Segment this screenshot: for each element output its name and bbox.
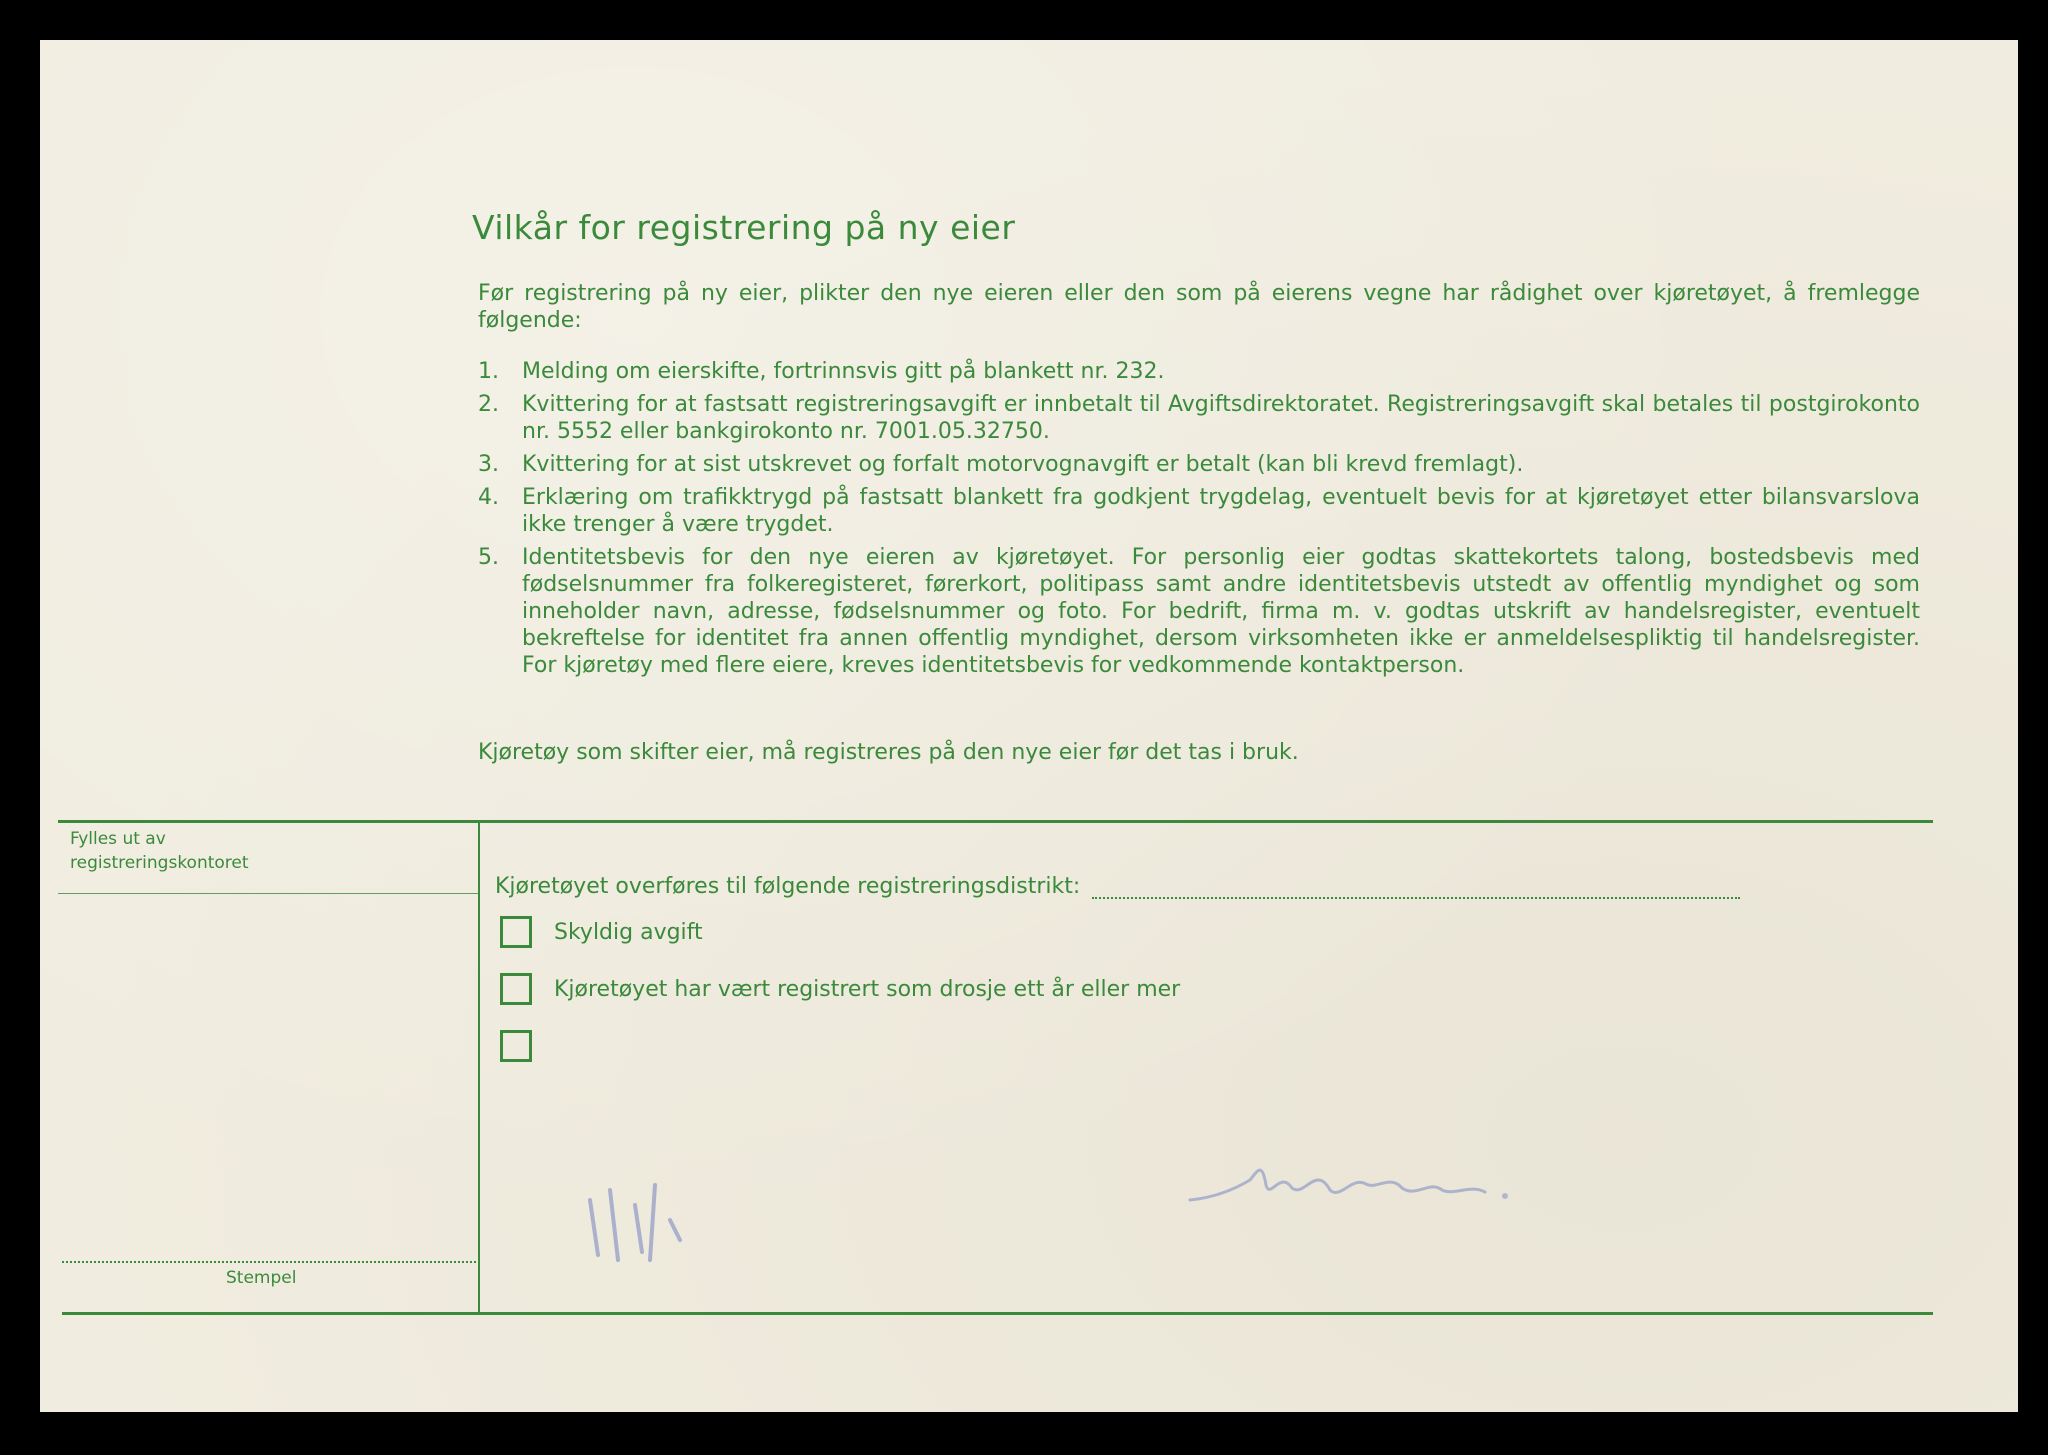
form-title: Vilkår for registrering på ny eier <box>472 208 1016 247</box>
taxi-registered-label: Kjøretøyet har vært registrert som drosje ett år eller mer <box>554 976 1181 1002</box>
stamp-label: Stempel <box>226 1268 297 1288</box>
check-row-unpaid-fee <box>500 916 703 948</box>
item-text: Identitetsbevis for den nye eieren av kjøretøyet. For personlig eier godtas skattekortets talong, bostedsbevis med fødselsnummer fra folkeregisteret, førerkort, politipass samt andre identitetsbevis utstedt av offentlig myndighet og som inneholder navn, adresse, fødselsnummer og foto. For bedrift, firma m. v. godtas utskrift av handelsregister, eventuelt bekreftelse for identitet fra annen offentlig myndighet, dersom virksomheten ikke er anmeldelsespliktig til handelsregister. For kjøretøy med flere eiere, kreves identitetsbevis for vedkommende kontaktperson. <box>522 545 1920 678</box>
item-number: 3. <box>478 452 499 477</box>
list-item <box>478 358 1920 385</box>
form-sheet <box>40 40 2018 1412</box>
transfer-district-row <box>495 874 1740 899</box>
item-number: 2. <box>478 392 499 417</box>
stamp-dotted-line <box>62 1261 480 1263</box>
item-number: 4. <box>478 485 499 510</box>
bottom-divider <box>62 1312 1933 1315</box>
item-text: Erklæring om trafikktrygd på fastsatt blankett fra godkjent trygdelag, eventuelt bevis for at kjøretøyet etter bilansvarslova ikke trenger å være trygdet. <box>522 485 1920 537</box>
transfer-district-field[interactable] <box>1092 881 1740 899</box>
unpaid-fee-label: Skyldig avgift <box>554 919 703 945</box>
item-text: Melding om eierskifte, fortrinnsvis gitt på blankett nr. 232. <box>522 359 1165 384</box>
item-number: 5. <box>478 545 499 570</box>
item-number: 1. <box>478 359 499 384</box>
list-item <box>478 484 1920 538</box>
item-text: Kvittering for at fastsatt registreringsavgift er innbetalt til Avgiftsdirektoratet. Registreringsavgift skal betales til postgirokonto nr. 5552 eller bankgirokonto nr. 7001.05.32750. <box>522 392 1920 444</box>
requirements-list <box>478 358 1920 685</box>
taxi-registered-checkbox[interactable] <box>500 973 532 1005</box>
pen-mark-graphic <box>580 1160 700 1270</box>
list-item <box>478 451 1920 478</box>
check-row-taxi <box>500 973 1180 1005</box>
column-divider <box>478 820 480 1314</box>
transfer-district-label: Kjøretøyet overføres til følgende registreringsdistrikt: <box>495 874 1081 899</box>
office-label-line2: registreringskontoret <box>70 853 249 873</box>
top-divider <box>58 820 1933 823</box>
check-row-blank <box>500 1030 554 1062</box>
office-label-line1: Fylles ut av <box>70 829 166 849</box>
unpaid-fee-checkbox[interactable] <box>500 916 532 948</box>
signature-graphic <box>1180 1140 1520 1230</box>
list-item <box>478 391 1920 445</box>
item-text: Kvittering for at sist utskrevet og forfalt motorvognavgift er betalt (kan bli krevd fremlagt). <box>522 452 1524 477</box>
form-intro: Før registrering på ny eier, plikter den nye eieren eller den som på eierens vegne har rådighet over kjøretøyet, å fremlegge følgende: <box>478 281 1920 333</box>
blank-checkbox[interactable] <box>500 1030 532 1062</box>
office-use-label <box>70 827 249 875</box>
closing-note: Kjøretøy som skifter eier, må registreres på den nye eier før det tas i bruk. <box>478 740 1299 765</box>
office-label-divider <box>58 893 478 894</box>
list-item <box>478 544 1920 679</box>
